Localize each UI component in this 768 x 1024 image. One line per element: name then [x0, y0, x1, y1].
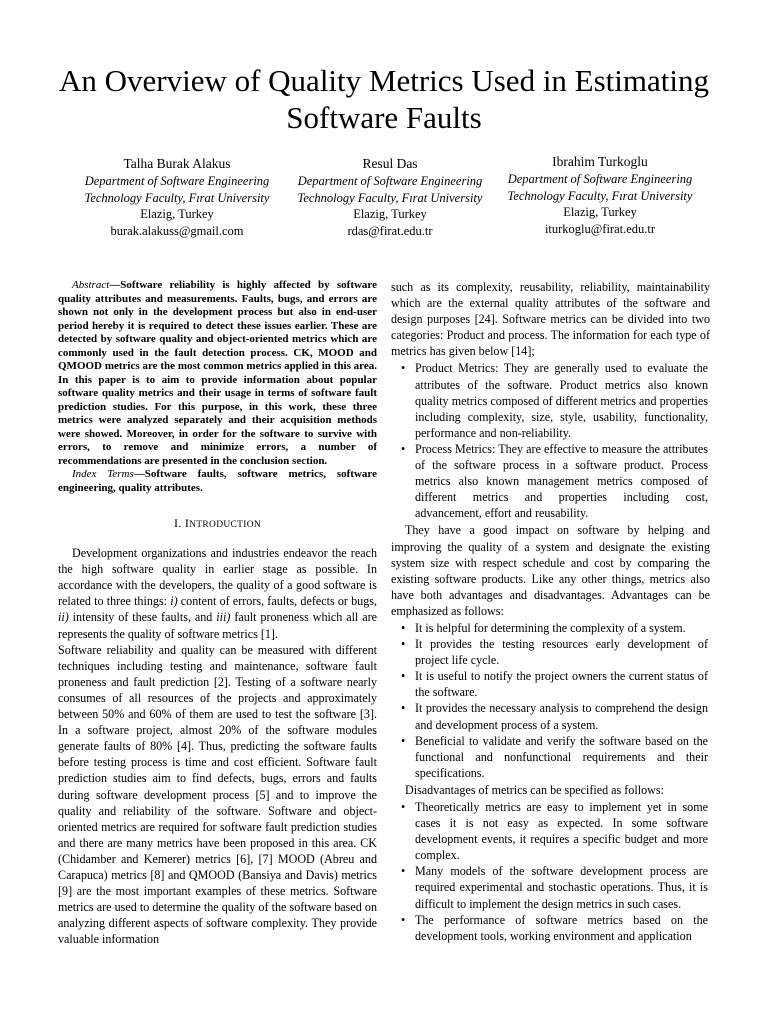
index-terms [58, 468, 377, 495]
list-item: • Beneficial to validate and verify the software based on the functional and nonfunctional requirements and their specifications. [391, 733, 710, 781]
author-city: Elazig, Turkey [563, 205, 637, 219]
list-item: • Product Metrics: They are generally used to evaluate the attributes of the software. Product metrics also known quality metrics composed of different metrics and properties including complexity, size, style, usability, functionality, performance and non-reliability. [391, 360, 710, 440]
metric-types-list [391, 360, 710, 521]
title-line-2: Software Faults [286, 100, 482, 135]
abstract-text: —Software reliability is highly affected by software quality attributes and measurements. Faults, bugs, and errors are shown not only in the development process but also in end-user period hereby it is required to detect these issues earlier. These are detected by software quality and object-oriented metrics which are commonly used in the fault detection process. CK, MOOD and QMOOD metrics are the most common metrics applied in this area. In this paper is to aim to provide information about popular software quality metrics and their usage in terms of software fault prediction studies. For this purpose, in this work, these three metrics were analyzed separately and their acquisition methods were showed. Moreover, in order for the software to survive with errors, to remove and minimize errors, a number of recommendations are presented in the conclusion section. [58, 279, 377, 467]
author-block-1 [58, 154, 296, 239]
disadvantages-list [391, 799, 710, 944]
list-item: • Process Metrics: They are effective to measure the attributes of the software process in a software product. Process metrics also known management metrics composed of different metrics and properties including cost, advancement, effort and reusability. [391, 441, 710, 521]
list-item: • It provides the testing resources early development of project life cycle. [391, 636, 710, 668]
abstract [58, 279, 377, 468]
author-department: Department of Software Engineering [84, 174, 270, 188]
intro-paragraph-2: Software reliability and quality can be measured with different techniques including testing and maintenance, software fault proneness and fault prediction [2]. Testing of a software nearly consumes of all resources of the projects and approximately between 50% and 60% of them are used to test the software [3]. In a software project, almost 20% of the software modules generate faults of 80% [4]. Thus, predicting the software faults before testing process is time and cost efficient. Software fault prediction studies aim to find defects, bugs, errors and faults during software development process [5] and to improve the quality and reliability of the software. Software and object-oriented metrics are required for software fault prediction studies and there are many metrics have been proposed in this area. CK (Chidamber and Kemerer) metrics [6], [7] MOOD (Abreu and Carapuca) metrics [8] and QMOOD (Bansiya and Davis) metrics [9] are the most important examples of these metrics. Software metrics are used to determine the quality of the software based on analyzing different aspects of software complexity. They provide valuable information [58, 642, 377, 947]
abstract-label: Abstract [72, 279, 110, 291]
author-email: iturkoglu@firat.edu.tr [544, 221, 656, 236]
list-item: • Theoretically metrics are easy to implement yet in some cases it is not easy as expected. In some software development events, it requires a specific budget and more complex. [391, 799, 710, 863]
author-faculty: Technology Faculty, Fırat University [84, 190, 270, 205]
author-email: rdas@firat.edu.tr [347, 223, 433, 238]
author-block-2 [275, 154, 505, 239]
left-column [58, 279, 377, 947]
intro-paragraph-1 [58, 545, 377, 642]
list-item: • It provides the necessary analysis to comprehend the design and development process of a system. [391, 700, 710, 732]
author-city: Elazig, Turkey [140, 207, 214, 221]
list-item: • It is helpful for determining the complexity of a system. [391, 620, 710, 636]
author-department: Department of Software Engineering [297, 174, 483, 188]
index-terms-label: Index Terms [72, 468, 134, 480]
section-numeral: I. I [173, 516, 190, 530]
section-heading-text: NTRODUCTION [189, 520, 262, 530]
intro-text: Development organizations and industries endeavor the reach the high software quality in earlier stage as possible. In accordance with the developers, the quality of a good software is related to three things: [58, 546, 377, 609]
intro-enum-iii: iii) [216, 610, 231, 625]
intro-text: fault proneness which all are represents the quality of software metrics [1]. [58, 610, 377, 641]
author-name: Resul Das [362, 156, 418, 171]
paper-title [40, 62, 728, 136]
advantages-paragraph: They have a good impact on software by helping and improving the quality of a system and designate the existing system size with respect schedule and cost by comparing the existing software products. Like any other things, metrics also have both advantages and disadvantages. Advantages can be emphasized as follows: [391, 523, 710, 618]
intro-enum-i: i) [170, 594, 178, 609]
author-name: Talha Burak Alakus [123, 156, 231, 171]
author-city: Elazig, Turkey [353, 207, 427, 221]
intro-enum-ii: ii) [58, 610, 69, 625]
list-item: • It is useful to notify the project owners the current status of the software. [391, 668, 710, 700]
author-faculty: Technology Faculty, Fırat University [507, 188, 693, 203]
author-block-3 [480, 152, 720, 237]
index-terms-text: —Software faults, software metrics, software engineering, quality attributes. [58, 468, 377, 494]
right-column [391, 279, 710, 945]
author-department: Department of Software Engineering [507, 172, 693, 186]
author-faculty: Technology Faculty, Fırat University [297, 190, 483, 205]
metrics-paragraph: such as its complexity, reusability, reliability, maintainability which are the external quality attributes of the software and design purposes [24]. Software metrics can be divided into two categories: Product and process. The information for each type of metrics has given below [14]; [391, 280, 710, 359]
author-email: burak.alakuss@gmail.com [110, 223, 244, 238]
list-item: • The performance of software metrics based on the development tools, working environment and application [391, 912, 710, 944]
author-name: Ibrahim Turkoglu [552, 154, 648, 169]
advantages-list [391, 620, 710, 781]
disadvantages-paragraph: Disadvantages of metrics can be specified as follows: [405, 782, 664, 797]
intro-text: content of errors, faults, defects or bugs, [177, 594, 377, 609]
section-heading-introduction [58, 515, 377, 533]
list-item: • Many models of the software development process are required experimental and stochastic operations. Thus, it is difficult to implement the design metrics in such cases. [391, 863, 710, 911]
intro-text: intensity of these faults, and [68, 610, 217, 625]
title-line-1: An Overview of Quality Metrics Used in Estimating [58, 63, 710, 98]
